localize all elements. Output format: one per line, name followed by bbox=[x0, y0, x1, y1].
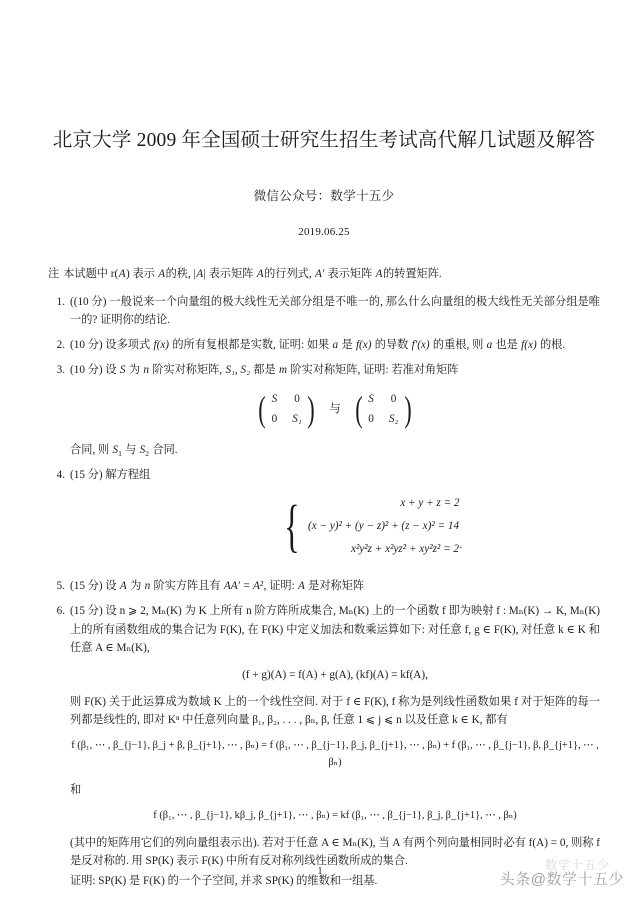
note-sym-a-3: A bbox=[196, 268, 204, 281]
problem-list bbox=[48, 293, 600, 891]
problem-3-intro bbox=[70, 361, 600, 379]
paren-open-left: ( bbox=[258, 388, 266, 429]
problem-6-para-3: (其中的矩阵用它们的列向量组表示出). 若对于任意 A ∈ Mₙ(K), 当 A 有两个列向量相同时必有 f(A) = 0, 则称 f 是反对称的. 用 SP(K) 表示 F(K) 中所有反对称列线性函数所成的集合. bbox=[70, 836, 600, 868]
matrix-cell: 0 bbox=[294, 393, 300, 406]
note-text-1: 本试题中 r( bbox=[63, 268, 119, 281]
page-number: 1 bbox=[317, 866, 323, 877]
problem-4-intro bbox=[70, 466, 600, 484]
problem-2-text-e: 的重根, 则 bbox=[432, 338, 484, 351]
problem-3-conclusion bbox=[70, 441, 600, 459]
note-sym-a-1: A bbox=[118, 268, 126, 281]
problem-item-4 bbox=[48, 466, 600, 571]
problem-3-sym-s1: $S_1$ bbox=[112, 443, 122, 458]
problem-6-display-2: f (β₁, ⋯ , β_{j−1}, β_j + β, β_{j+1}, ⋯ , βₙ) = f (β₁, ⋯ , β_{j−1}, β_j, β_{j+1}, ⋯ , βₙ) + f (β₁, ⋯ , β_{j−1}, β, β_{j+1}, ⋯ , βₙ) bbox=[71, 740, 599, 769]
problem-6-para-2: 则 F(K) 关于此运算成为数域 K 上的一个线性空间. 对于 f ∈ F(K), f 称为是列线性函数如果 f 对于矩阵的每一列都是线性的, 即对 Kⁿ 中任意列向量 β₁, β₂, . . . , βₙ, β, 任意 1 ⩽ j ⩽ n 以及任意 k ∈ K, 都有 bbox=[70, 695, 600, 727]
problem-body-6 bbox=[70, 602, 600, 890]
problem-5-text-c: 阶实方阵且有 bbox=[153, 580, 221, 593]
problem-5-sym-eq: AA′ = A² bbox=[223, 580, 264, 593]
problem-3-text-after: 合同, 则 bbox=[70, 443, 110, 456]
page-title: 北京大学 2009 年全国硕士研究生招生考试高代解几试题及解答 bbox=[52, 130, 596, 151]
note-sym-a-2: A bbox=[158, 268, 166, 281]
problem-3-text-after3: 合同. bbox=[152, 443, 178, 456]
problem-number-5: 5. bbox=[56, 580, 65, 593]
problem-body-1 bbox=[70, 293, 600, 329]
problem-3-text-e: 阶实对称矩阵, 证明: 若准对角矩阵 bbox=[290, 364, 459, 377]
problem-3-text-a: 设 bbox=[105, 364, 117, 377]
matrix-left bbox=[256, 390, 317, 428]
problem-5-sym-a-1: A bbox=[119, 580, 127, 593]
matrix-right bbox=[353, 390, 414, 428]
problem-number-2: 2. bbox=[56, 338, 65, 351]
problem-3-text-d: 都是 bbox=[253, 364, 276, 377]
problem-6-para-1 bbox=[70, 602, 600, 656]
problem-number-6: 6. bbox=[56, 605, 65, 618]
problem-5-text-d: , 证明: bbox=[263, 580, 295, 593]
problem-3-sym-m: m bbox=[278, 364, 288, 377]
matrix-joiner: 与 bbox=[329, 403, 341, 416]
matrix-cell: 0 bbox=[368, 413, 374, 426]
note-sym-a-5: A bbox=[375, 268, 383, 281]
note-text-6: 表示矩阵 bbox=[327, 268, 373, 281]
problem-item-6 bbox=[48, 602, 600, 890]
document-date: 2019.06.25 bbox=[298, 226, 350, 239]
problem-6-para-4: 证明: SP(K) 是 F(K) 的一个子空间, 并求 SP(K) 的维数和一组基. bbox=[70, 875, 378, 888]
problem-3-sym-n: n bbox=[143, 364, 149, 377]
problem-item-5 bbox=[48, 577, 600, 595]
problem-number-3: 3. bbox=[56, 364, 65, 377]
matrix-cell: S bbox=[271, 393, 278, 406]
system-equations bbox=[306, 494, 460, 558]
problem-item-2 bbox=[48, 336, 600, 354]
problem-3-sym-s: S bbox=[119, 364, 126, 377]
problem-2-sym-fpx: f′(x) bbox=[411, 338, 430, 351]
note-text-5: 的行列式, bbox=[264, 268, 312, 281]
document-content bbox=[48, 0, 600, 897]
watermark: 头条@数学十五少 bbox=[499, 871, 624, 888]
problem-body-4 bbox=[70, 466, 600, 571]
problem-5-text-b: 为 bbox=[130, 580, 142, 593]
matrix-left-cells bbox=[268, 390, 305, 428]
problem-3-text-c: 阶实对称矩阵, bbox=[152, 364, 223, 377]
problem-body-5 bbox=[70, 577, 600, 595]
matrix-cell: 0 bbox=[390, 393, 397, 406]
matrix-cell: 0 bbox=[271, 413, 278, 426]
problem-body-2 bbox=[70, 336, 600, 354]
matrix-cell: S₁ bbox=[292, 413, 302, 426]
problem-item-3 bbox=[48, 361, 600, 459]
paren-close-left: ) bbox=[307, 388, 315, 429]
problem-item-1 bbox=[48, 293, 600, 329]
note-label: 注 bbox=[48, 268, 60, 281]
note-line bbox=[48, 266, 600, 283]
matrix-right-cells bbox=[365, 390, 402, 428]
system-period: . bbox=[459, 539, 463, 552]
problem-3-sym-s1s2: S₁, S₂ bbox=[225, 364, 250, 377]
problem-marks-3: (10 分) bbox=[70, 364, 103, 377]
problem-6-connector: 和 bbox=[70, 783, 82, 796]
problem-3-text-b: 为 bbox=[128, 364, 141, 377]
paren-open-right: ( bbox=[355, 388, 363, 429]
problem-2-sym-fx-2: f(x) bbox=[355, 338, 372, 351]
note-text-7: 的转置矩阵. bbox=[382, 268, 442, 281]
problem-2-text-a: 设多项式 bbox=[105, 338, 151, 351]
matrix-cell: S bbox=[368, 393, 374, 406]
problem-3-matrix-display bbox=[70, 390, 600, 428]
problem-2-text-g: 的根. bbox=[539, 338, 566, 351]
problem-number-4: 4. bbox=[56, 468, 65, 481]
problem-6-text-1: 设 n ⩾ 2, Mₙ(K) 为 K 上所有 n 阶方阵所成集合, Mₙ(K) 上的一个函数 f 即为映射 f : Mₙ(K) → K, Mₙ(K) 上的所有函数组成的集合记为 F(K), 在 F(K) 中定义加法和数乘运算如下: 对任意 f, g ∈ F(K), 对任意 k ∈ K 和任意 A ∈ Mₙ(K), bbox=[70, 605, 601, 654]
problem-2-sym-fx-3: f(x) bbox=[521, 338, 537, 351]
problem-2-sym-a-1: a bbox=[332, 338, 339, 351]
note-sym-a-prime: A′ bbox=[314, 268, 325, 281]
problem-marks-1: ((10 分) bbox=[70, 295, 107, 308]
problem-marks-4: (15 分) bbox=[70, 468, 103, 481]
problem-text-1: 一般说来一个向量组的极大线性无关部分组是不唯一的, 那么什么向量组的极大线性无关部分组是唯一的? 证明你的结论. bbox=[70, 295, 600, 326]
problem-5-text-a: 设 bbox=[105, 580, 117, 593]
equation-3: x²y²z + x²yz² + xy²z² = 2 bbox=[351, 543, 460, 556]
problem-6-display-1: (f + g)(A) = f(A) + g(A), (kf)(A) = kf(A), bbox=[242, 668, 428, 681]
problem-2-text-b: 的所有复根都是实数, 证明: 如果 bbox=[172, 338, 330, 351]
note-text-3: 的秩, | bbox=[165, 268, 196, 281]
problem-marks-5: (15 分) bbox=[70, 580, 103, 593]
problem-3-text-after2: 与 bbox=[125, 443, 137, 456]
problem-2-text-c: 是 bbox=[341, 338, 353, 351]
problem-5-sym-n: n bbox=[144, 580, 151, 593]
paren-close-right: ) bbox=[404, 388, 412, 429]
equation-2: (x − y)² + (y − z)² + (z − x)² = 14 bbox=[308, 519, 460, 532]
problem-body-3 bbox=[70, 361, 600, 459]
equation-1: x + y + z = 2 bbox=[400, 496, 460, 509]
system-brace: { bbox=[283, 493, 300, 559]
problem-marks-6: (15 分) bbox=[70, 605, 103, 618]
problem-2-sym-a-2: a bbox=[486, 338, 493, 351]
note-text-4: | 表示矩阵 bbox=[203, 268, 254, 281]
problem-6-display-3: f (β₁, ⋯ , β_{j−1}, kβ_j, β_{j+1}, ⋯ , βₙ) = kf (β₁, ⋯ , β_{j−1}, β_j, β_{j+1}, ⋯ , βₙ) bbox=[153, 810, 517, 822]
problem-4-equation-system bbox=[70, 494, 600, 558]
problem-5-sym-a-2: A bbox=[298, 580, 305, 593]
document-subtitle: 微信公众号：数学十五少 bbox=[253, 189, 395, 204]
problem-5-text-e: 是对称矩阵 bbox=[308, 580, 365, 593]
problem-2-sym-fx-1: f(x) bbox=[153, 338, 170, 351]
note-text-2: ) 表示 bbox=[126, 268, 155, 281]
note-sym-a-4: A bbox=[256, 268, 264, 281]
problem-3-sym-s2: $S_2$ bbox=[139, 443, 150, 458]
problem-2-text-f: 也是 bbox=[495, 338, 518, 351]
problem-2-text-d: 的导数 bbox=[374, 338, 409, 351]
problem-4-text-a: 解方程组 bbox=[105, 468, 151, 481]
watermark-ghost: 数学十五少 bbox=[544, 858, 610, 872]
problem-number-1: 1. bbox=[56, 295, 65, 308]
problem-marks-2: (10 分) bbox=[70, 338, 103, 351]
matrix-cell: S₂ bbox=[388, 413, 399, 426]
